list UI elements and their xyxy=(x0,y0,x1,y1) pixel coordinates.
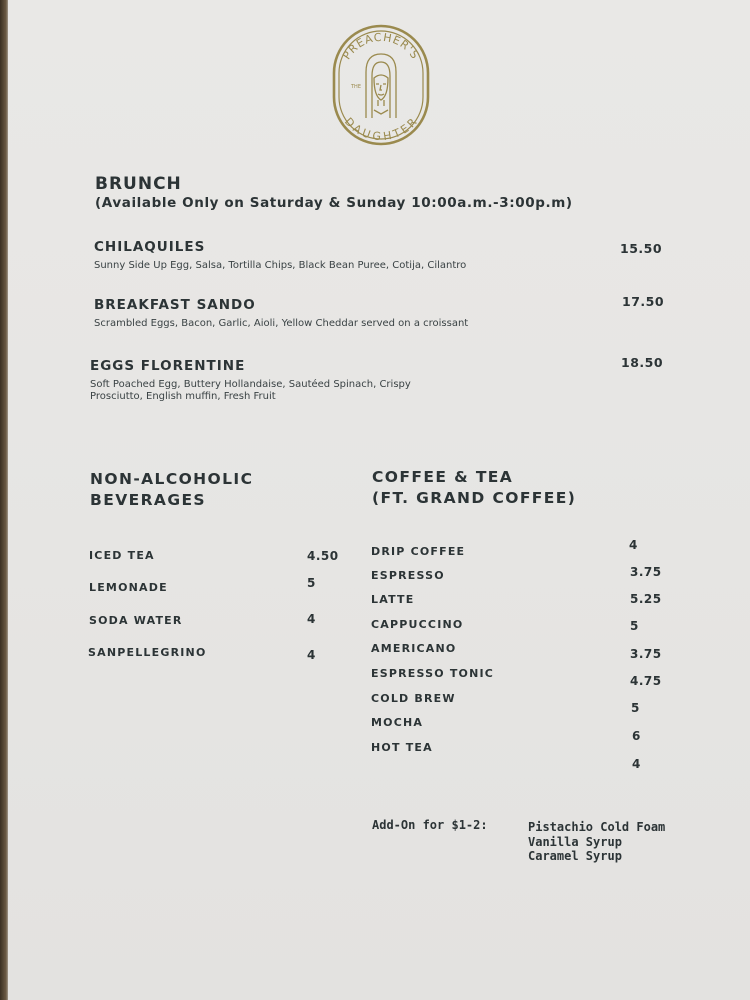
beverage-price: 4.50 xyxy=(307,549,339,563)
brunch-item-price: 15.50 xyxy=(620,241,663,256)
beverage-price: 4 xyxy=(307,648,316,662)
brunch-item-name: BREAKFAST SANDO xyxy=(94,297,256,313)
coffee-price: 3.75 xyxy=(630,647,662,661)
brunch-item-description: Sunny Side Up Egg, Salsa, Tortilla Chips, Black Bean Puree, Cotija, Cilantro xyxy=(94,260,467,271)
brunch-item-name: EGGS FLORENTINE xyxy=(90,358,246,374)
coffee-name: AMERICANO xyxy=(371,642,457,655)
non-alcoholic-heading: NON-ALCOHOLIC BEVERAGES xyxy=(90,470,254,509)
brunch-item-description: Scrambled Eggs, Bacon, Garlic, Aioli, Yellow Cheddar served on a croissant xyxy=(94,318,469,329)
beverage-name: SODA WATER xyxy=(89,614,183,627)
coffee-name: ESPRESSO xyxy=(371,569,445,582)
coffee-price: 4 xyxy=(632,757,641,771)
brunch-item-price: 18.50 xyxy=(621,355,664,370)
addon-option: Pistachio Cold Foam xyxy=(528,820,666,834)
coffee-tea-heading: COFFEE & TEA (FT. GRAND COFFEE) xyxy=(372,468,577,507)
coffee-name: ESPRESSO TONIC xyxy=(371,667,495,680)
coffee-price: 6 xyxy=(632,729,641,743)
coffee-name: CAPPUCCINO xyxy=(371,618,464,631)
addon-option: Caramel Syrup xyxy=(528,849,622,863)
brunch-heading: BRUNCH xyxy=(95,174,182,194)
logo-top-text: PREACHER'S xyxy=(340,30,422,62)
addon-option: Vanilla Syrup xyxy=(528,834,622,849)
logo-bottom-text: DAUGHTER xyxy=(341,115,421,144)
beverage-name: ICED TEA xyxy=(89,549,155,562)
coffee-name: HOT TEA xyxy=(371,741,433,754)
coffee-name: DRIP COFFEE xyxy=(371,545,466,558)
brunch-item-description: Soft Poached Egg, Buttery Hollandaise, Sautéed Spinach, Crispy Prosciutto, English muffin, Fresh Fruit xyxy=(90,379,411,402)
svg-text:DAUGHTER xyxy=(342,115,420,143)
addon-list xyxy=(528,820,665,864)
addon-label: Add-On for $1-2: xyxy=(372,818,488,832)
coffee-price: 3.75 xyxy=(630,565,662,579)
coffee-name: MOCHA xyxy=(371,716,424,729)
coffee-price: 4 xyxy=(629,538,638,552)
coffee-price: 5 xyxy=(630,619,639,633)
brunch-item-name: CHILAQUILES xyxy=(94,239,206,255)
beverage-name: LEMONADE xyxy=(89,581,168,594)
coffee-name: COLD BREW xyxy=(371,692,456,705)
preachers-daughter-logo xyxy=(330,22,432,148)
coffee-price: 5 xyxy=(631,701,640,715)
beverage-price: 4 xyxy=(307,612,316,626)
coffee-price: 5.25 xyxy=(630,592,662,606)
beverage-price: 5 xyxy=(307,576,316,590)
brunch-item-price: 17.50 xyxy=(622,294,665,309)
brunch-availability: (Available Only on Saturday & Sunday 10:00a.m.-3:00p.m) xyxy=(95,195,573,211)
coffee-price: 4.75 xyxy=(630,674,662,688)
logo-small-text: THE xyxy=(351,84,361,90)
beverage-name: SANPELLEGRINO xyxy=(88,646,207,659)
coffee-name: LATTE xyxy=(371,593,415,606)
